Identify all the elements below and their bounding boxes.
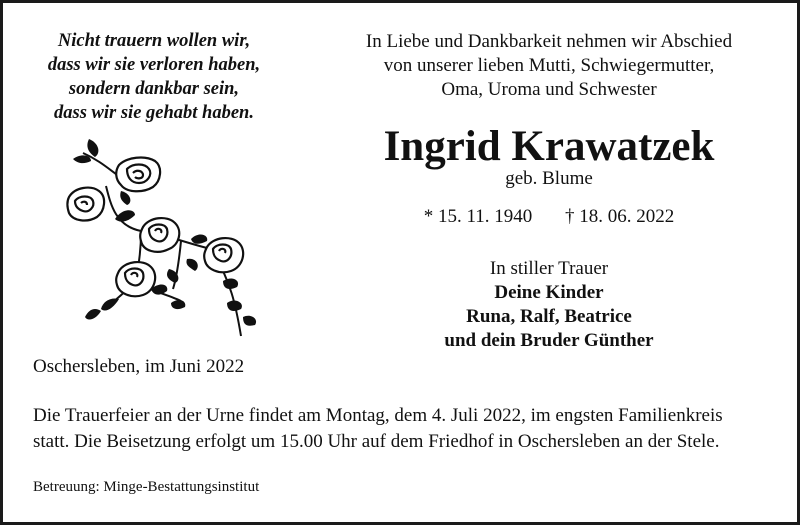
poem-line: dass wir sie verloren haben, [47,55,261,75]
mourners [323,257,775,353]
funeral-home-credit: Betreuung: Minge-Bestattungsinstitut [33,479,260,495]
farewell-intro [323,30,775,102]
death-date: † 18. 06. 2022 [565,206,675,227]
intro-line: Oma, Uroma und Schwester [441,79,657,100]
poem [25,29,283,125]
intro-line: von unserer lieben Mutti, Schwiegermutter, [383,55,715,76]
ceremony-info [33,403,778,455]
mourner-line: Deine Kinder [494,282,604,303]
mourner-line: und dein Bruder Günther [444,330,654,351]
poem-line: dass wir sie gehabt haben. [54,103,254,123]
poem-line: Nicht trauern wollen wir, [57,31,251,51]
deceased-name: Ingrid Krawatzek [383,123,715,170]
birth-name: geb. Blume [505,168,593,189]
poem-line: sondern dankbar sein, [68,79,240,99]
mourners-heading: In stiller Trauer [489,258,609,279]
ceremony-line: Die Trauerfeier an der Urne findet am Montag, dem 4. Juli 2022, im engsten Familienkreis [33,405,723,426]
mourner-line: Runa, Ralf, Beatrice [466,306,632,327]
life-dates [323,205,775,229]
ceremony-line: statt. Die Beisetzung erfolgt um 15.00 Uhr auf dem Friedhof in Oschersleben an der Stele. [33,431,720,452]
intro-line: In Liebe und Dankbarkeit nehmen wir Abschied [365,31,733,52]
birth-date: * 15. 11. 1940 [423,206,533,227]
place-and-date: Oschersleben, im Juni 2022 [33,356,245,377]
roses-illustration-icon [61,131,281,341]
